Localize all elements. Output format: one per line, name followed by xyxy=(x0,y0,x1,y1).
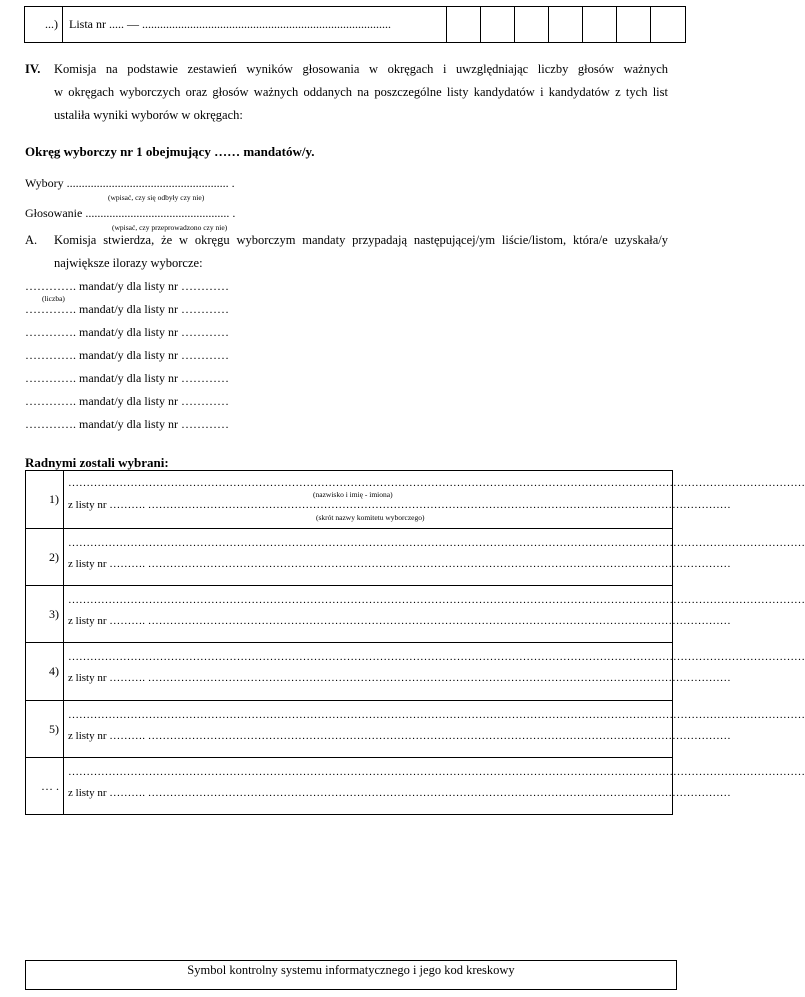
list-field[interactable]: z listy nr ………. …………………………………………………………………………………………………………………………………………… xyxy=(68,499,731,511)
section-iv-line2: w okręgach wyborczych oraz głosów ważnych oddanych na poszczególne listy kandydatów i kandydatów z tych list xyxy=(54,85,668,99)
wybory-field[interactable]: Wybory ...................................................... . xyxy=(25,176,235,190)
mandate-line[interactable]: …………. mandat/y dla listy nr ………… xyxy=(25,417,229,431)
list-field[interactable]: z listy nr ………. …………………………………………………………………………………………………………………………………………… xyxy=(68,558,731,570)
row-number: 4) xyxy=(26,643,64,700)
list-field[interactable]: z listy nr ………. …………………………………………………………………………………………………………………………………………… xyxy=(68,730,731,742)
section-iv-numeral: IV. xyxy=(25,62,41,76)
radni-table xyxy=(25,470,805,815)
digit-box[interactable] xyxy=(583,7,617,42)
glosowanie-hint: (wpisać, czy przeprowadzono czy nie) xyxy=(112,223,228,232)
name-field[interactable]: ………………………………………………………………………………………………………………………………………………………………………………… xyxy=(68,766,805,778)
digit-box[interactable] xyxy=(515,7,549,42)
mandate-line[interactable]: …………. mandat/y dla listy nr ………… xyxy=(25,348,229,362)
list-field[interactable]: z listy nr ………. …………………………………………………………………………………………………………………………………………… xyxy=(68,787,731,799)
section-iv-line1: Komisja na podstawie zestawień wyników głosowania w okręgach i uwzględniając liczby głosów ważnych xyxy=(54,62,668,76)
top-list-row xyxy=(24,6,686,43)
name-field[interactable]: ………………………………………………………………………………………………………………………………………………………………………………… xyxy=(68,477,805,489)
name-field[interactable]: ………………………………………………………………………………………………………………………………………………………………………………… xyxy=(68,594,805,606)
section-a-line1: Komisja stwierdza, że w okręgu wyborczym mandaty przypadają następującej/ym liście/listom, która/e uzyskała/y xyxy=(54,233,668,247)
digit-box[interactable] xyxy=(549,7,583,42)
digit-box[interactable] xyxy=(651,7,685,42)
digit-box[interactable] xyxy=(447,7,481,42)
name-hint: (nazwisko i imię - imiona) xyxy=(313,490,393,499)
section-a-line2: największe ilorazy wyborcze: xyxy=(54,256,203,270)
mandate-line[interactable]: …………. mandat/y dla listy nr ………… xyxy=(25,394,229,408)
name-field[interactable]: ………………………………………………………………………………………………………………………………………………………………………………… xyxy=(68,651,805,663)
name-field[interactable]: ………………………………………………………………………………………………………………………………………………………………………………… xyxy=(68,709,805,721)
barcode-box xyxy=(25,960,677,990)
name-field[interactable]: ………………………………………………………………………………………………………………………………………………………………………………… xyxy=(68,537,805,549)
digit-box[interactable] xyxy=(617,7,651,42)
digit-box[interactable] xyxy=(481,7,515,42)
okreg-heading: Okręg wyborczy nr 1 obejmujący …… mandatów/y. xyxy=(25,144,315,159)
mandate-line[interactable]: …………. mandat/y dla listy nr ………… xyxy=(25,371,229,385)
table-row xyxy=(26,529,805,586)
list-hint: (skrót nazwy komitetu wyborczego) xyxy=(316,513,425,522)
footer-label: Symbol kontrolny systemu informatycznego i jego kod kreskowy xyxy=(187,963,515,977)
liczba-hint: (liczba) xyxy=(42,294,65,303)
row-number: 1) xyxy=(26,471,64,528)
table-row xyxy=(26,471,805,529)
table-row xyxy=(26,643,805,701)
section-iv-line3: ustaliła wyniki wyborów w okręgach: xyxy=(54,108,243,122)
table-row xyxy=(26,758,805,814)
mandate-line[interactable]: …………. mandat/y dla listy nr ………… xyxy=(25,279,229,293)
table-row xyxy=(26,586,805,643)
wybory-hint: (wpisać, czy się odbyły czy nie) xyxy=(108,193,205,202)
mandate-line[interactable]: …………. mandat/y dla listy nr ………… xyxy=(25,325,229,339)
list-field[interactable]: z listy nr ………. …………………………………………………………………………………………………………………………………………… xyxy=(68,672,731,684)
row-index: ...) xyxy=(25,7,63,42)
glosowanie-field[interactable]: Głosowanie ................................................ . xyxy=(25,206,236,220)
row-number: … . xyxy=(26,758,64,814)
mandate-line[interactable]: …………. mandat/y dla listy nr ………… xyxy=(25,302,229,316)
list-field[interactable]: z listy nr ………. …………………………………………………………………………………………………………………………………………… xyxy=(68,615,731,627)
lista-label: Lista nr ..... — ................................................................................... xyxy=(63,7,447,42)
table-row xyxy=(26,701,805,758)
section-a-letter: A. xyxy=(25,233,38,247)
row-number: 2) xyxy=(26,529,64,585)
row-number: 5) xyxy=(26,701,64,757)
radni-heading: Radnymi zostali wybrani: xyxy=(25,455,169,470)
row-number: 3) xyxy=(26,586,64,642)
